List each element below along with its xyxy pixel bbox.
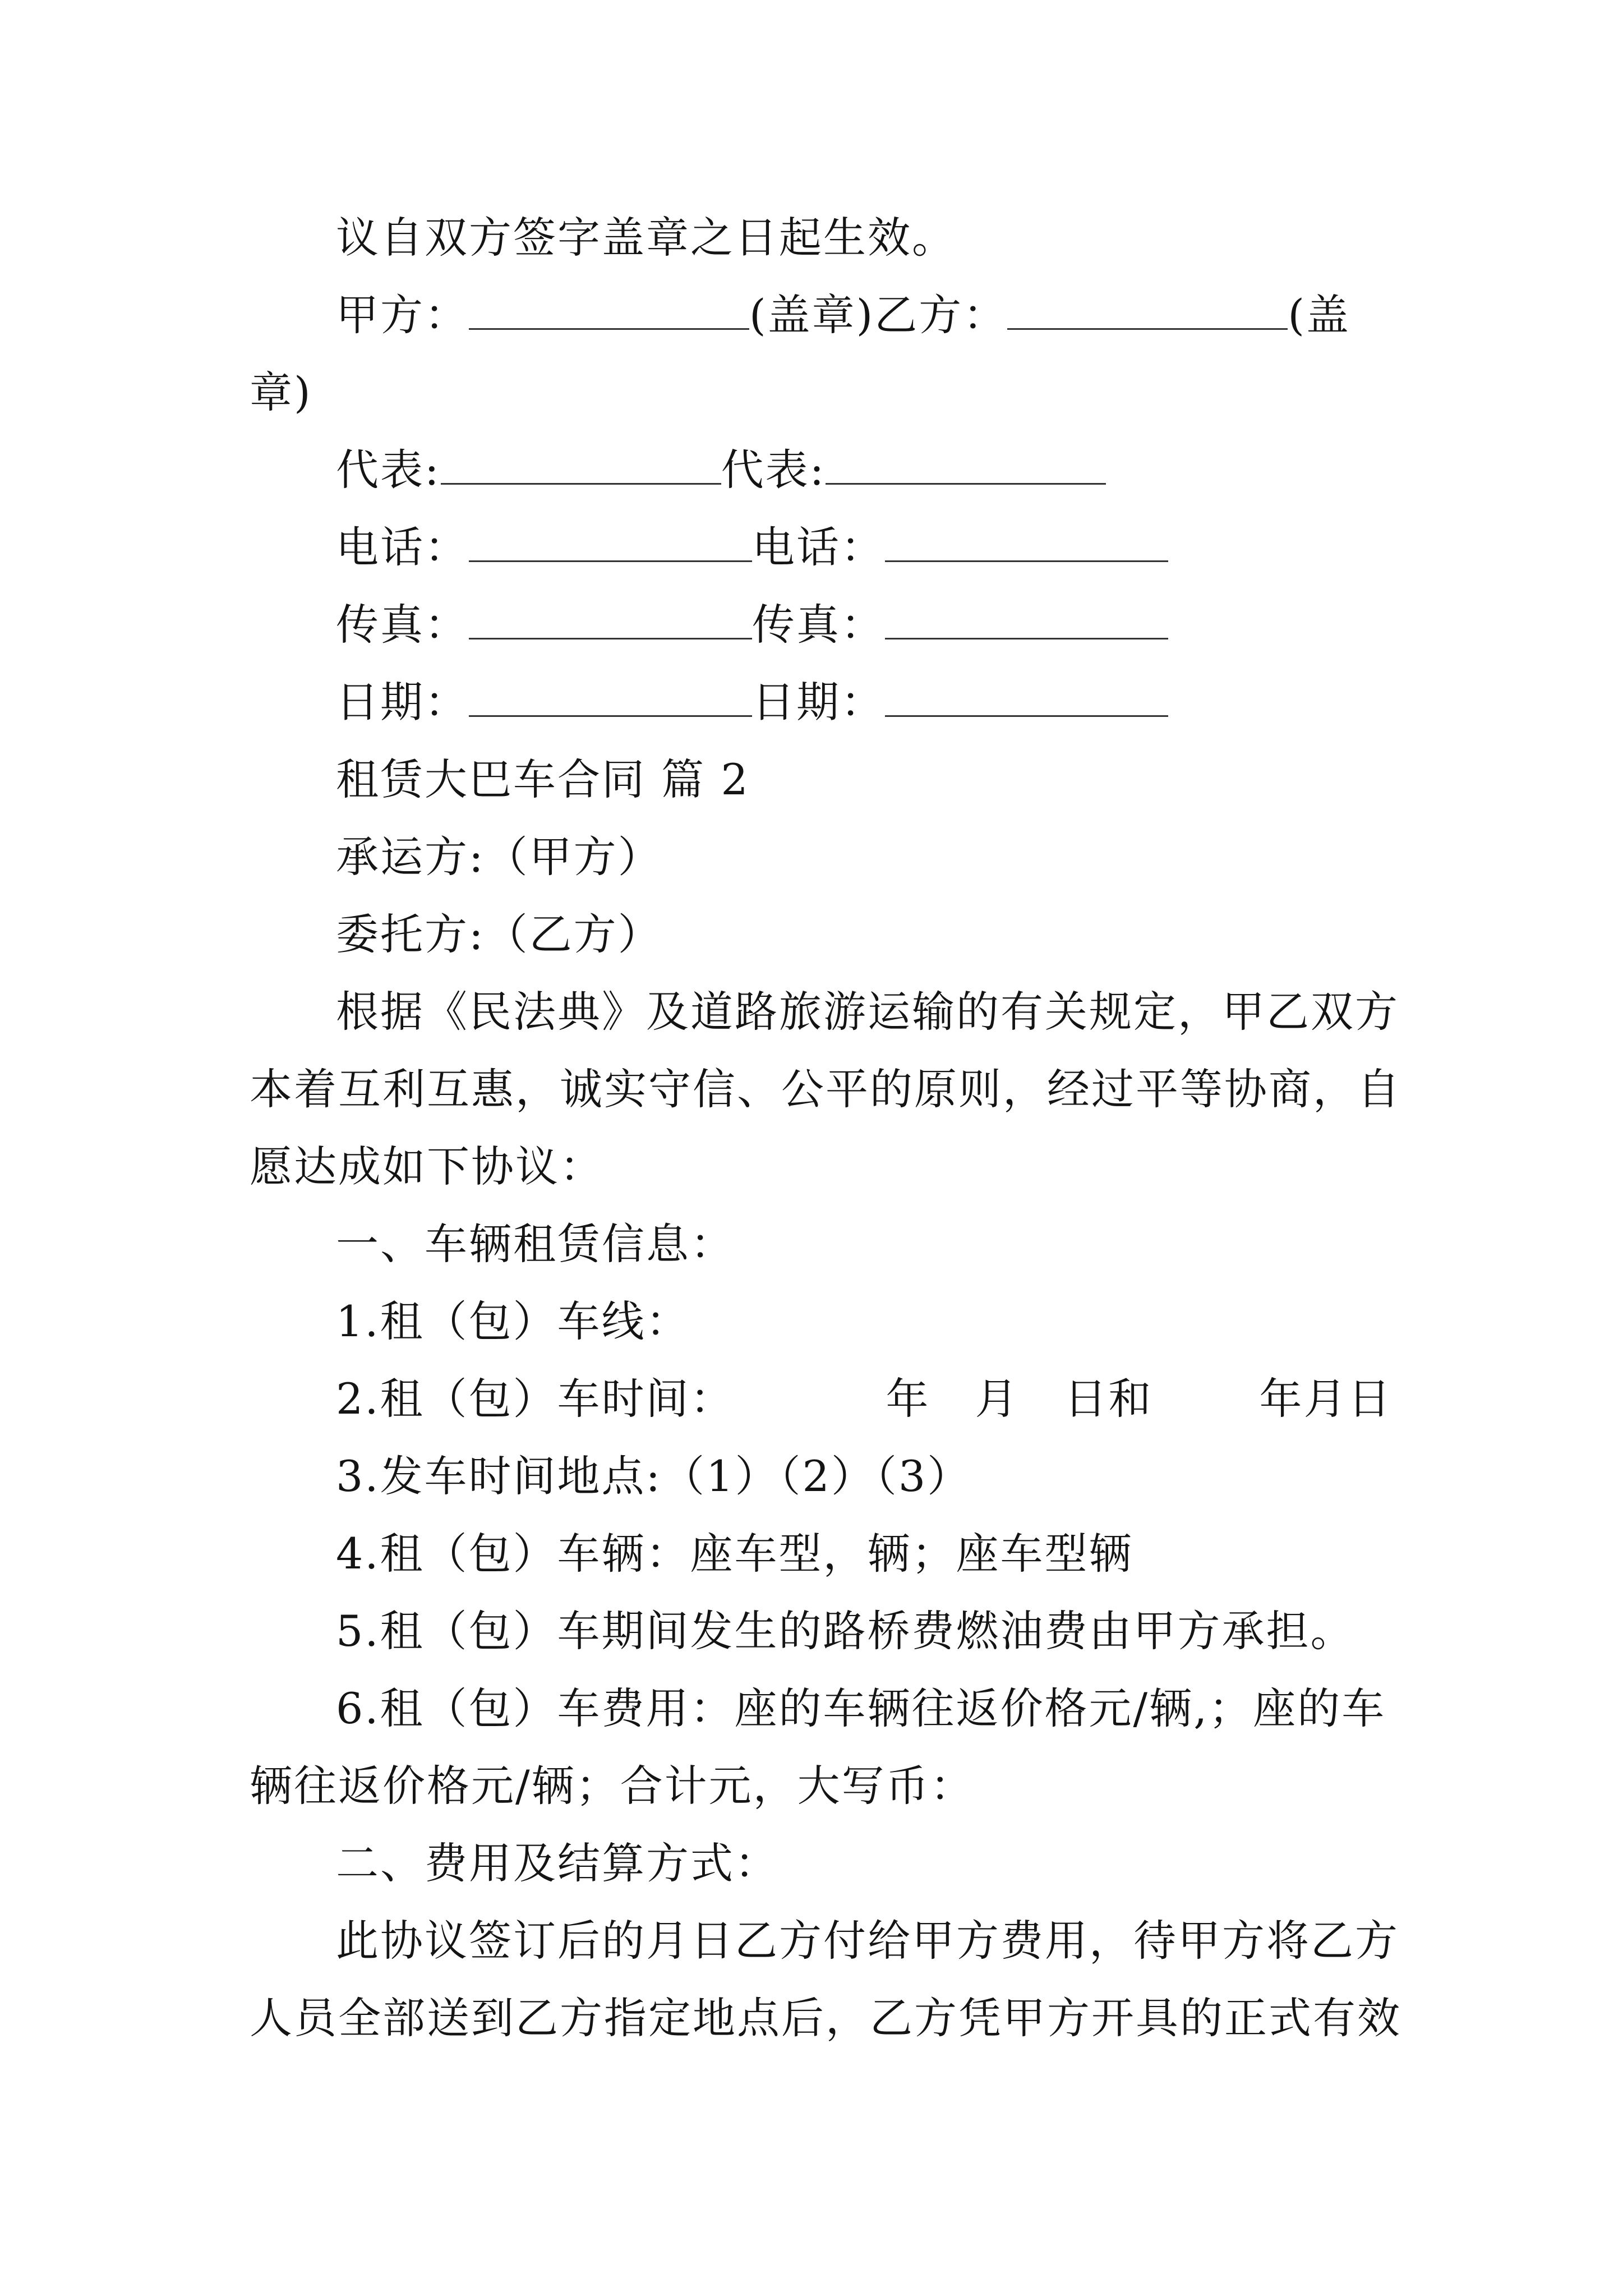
client-line [250, 896, 1388, 973]
signature-line-phone [250, 509, 1388, 586]
representative-label-a: 代表: [336, 445, 441, 495]
text-line: 根据《民法典》及道路旅游运输的有关规定，甲乙双方 [336, 987, 1399, 1037]
month-label: 月 [975, 1374, 1020, 1424]
text-line: 辆往返价格元/辆；合计元，大写币： [250, 1761, 975, 1811]
text-line: 人员全部送到乙方指定地点后，乙方凭甲方开具的正式有效 [250, 1993, 1401, 2043]
representative-blank-a [441, 449, 721, 485]
fax-blank-b [885, 604, 1168, 639]
paragraph-basis [250, 973, 1399, 1051]
signature-line-representative [250, 431, 1388, 509]
text-line: 二、费用及结算方式： [336, 1838, 779, 1888]
phone-blank-b [885, 527, 1168, 562]
text-line: 愿达成如下协议： [250, 1142, 604, 1191]
item-departure [250, 1438, 1388, 1515]
item-vehicles [250, 1515, 1388, 1593]
signature-line-date [250, 664, 1388, 741]
party-b-blank [1007, 295, 1288, 330]
date-blank-a [469, 682, 752, 717]
phone-blank-a [469, 527, 752, 562]
year-label: 年 [886, 1374, 930, 1424]
rental-time-label: 2.租（包）车时间： [336, 1374, 735, 1424]
party-b-label: (盖章)乙方： [749, 290, 1008, 340]
heading-settlement [250, 1825, 1388, 1902]
heading-vehicle-info [250, 1205, 1388, 1283]
text-line: 一、车辆租赁信息： [336, 1219, 735, 1269]
item-tolls-fuel [250, 1593, 1388, 1670]
stamp-label: (盖 [1288, 290, 1350, 340]
item-fees-continued [250, 1747, 1388, 1825]
item-rental-time [250, 1360, 1393, 1438]
fax-label-b: 传真： [752, 600, 885, 650]
representative-label-b: 代表: [721, 445, 826, 495]
text-line: 承运方:（甲方） [336, 832, 662, 882]
paragraph-settlement-continued [250, 1980, 1401, 2057]
end-date-label: 年月日 [1259, 1374, 1393, 1424]
day-and-label: 日和 [1064, 1374, 1153, 1424]
paragraph-settlement [250, 1902, 1399, 1980]
signature-line-continued [250, 354, 1388, 431]
signature-line-fax [250, 586, 1388, 664]
text-line: 议自双方签字盖章之日起生效。 [336, 213, 956, 263]
text-line: 4.租（包）车辆：座车型，辆；座车型辆 [336, 1529, 1133, 1579]
text-line: 3.发车时间地点:（1）（2）（3） [336, 1451, 972, 1501]
representative-blank-b [826, 449, 1106, 485]
phone-label-a: 电话： [336, 522, 469, 572]
paragraph-basis-continued [250, 1051, 1401, 1128]
party-a-blank [469, 295, 749, 330]
party-a-label: 甲方： [336, 290, 469, 340]
date-blank-b [885, 682, 1168, 717]
date-label-b: 日期： [752, 677, 885, 727]
item-route [250, 1283, 1388, 1360]
text-line: 委托方:（乙方） [336, 909, 662, 959]
carrier-line [250, 818, 1388, 896]
paragraph-basis-end [250, 1128, 1388, 1205]
date-label-a: 日期： [336, 677, 469, 727]
text-line: 章) [250, 367, 312, 417]
text-line: 5.租（包）车期间发生的路桥费燃油费由甲方承担。 [336, 1606, 1355, 1656]
item-fees [250, 1670, 1388, 1747]
text-line: 1.租（包）车线： [336, 1296, 690, 1346]
fax-label-a: 传真： [336, 600, 469, 650]
fax-blank-a [469, 604, 752, 639]
paragraph-effective-clause [250, 199, 1388, 277]
section-title [250, 741, 1388, 818]
text-line: 此协议签订后的月日乙方付给甲方费用，待甲方将乙方 [336, 1916, 1399, 1966]
text-line: 本着互利互惠，诚实守信、公平的原则，经过平等协商，自 [250, 1064, 1401, 1114]
text-line: 6.租（包）车费用：座的车辆往返价格元/辆,；座的车 [336, 1683, 1386, 1733]
phone-label-b: 电话： [752, 522, 885, 572]
signature-line-parties [250, 277, 1388, 354]
document-body [250, 199, 1401, 2057]
text-line: 租赁大巴车合同 篇 2 [336, 754, 750, 804]
